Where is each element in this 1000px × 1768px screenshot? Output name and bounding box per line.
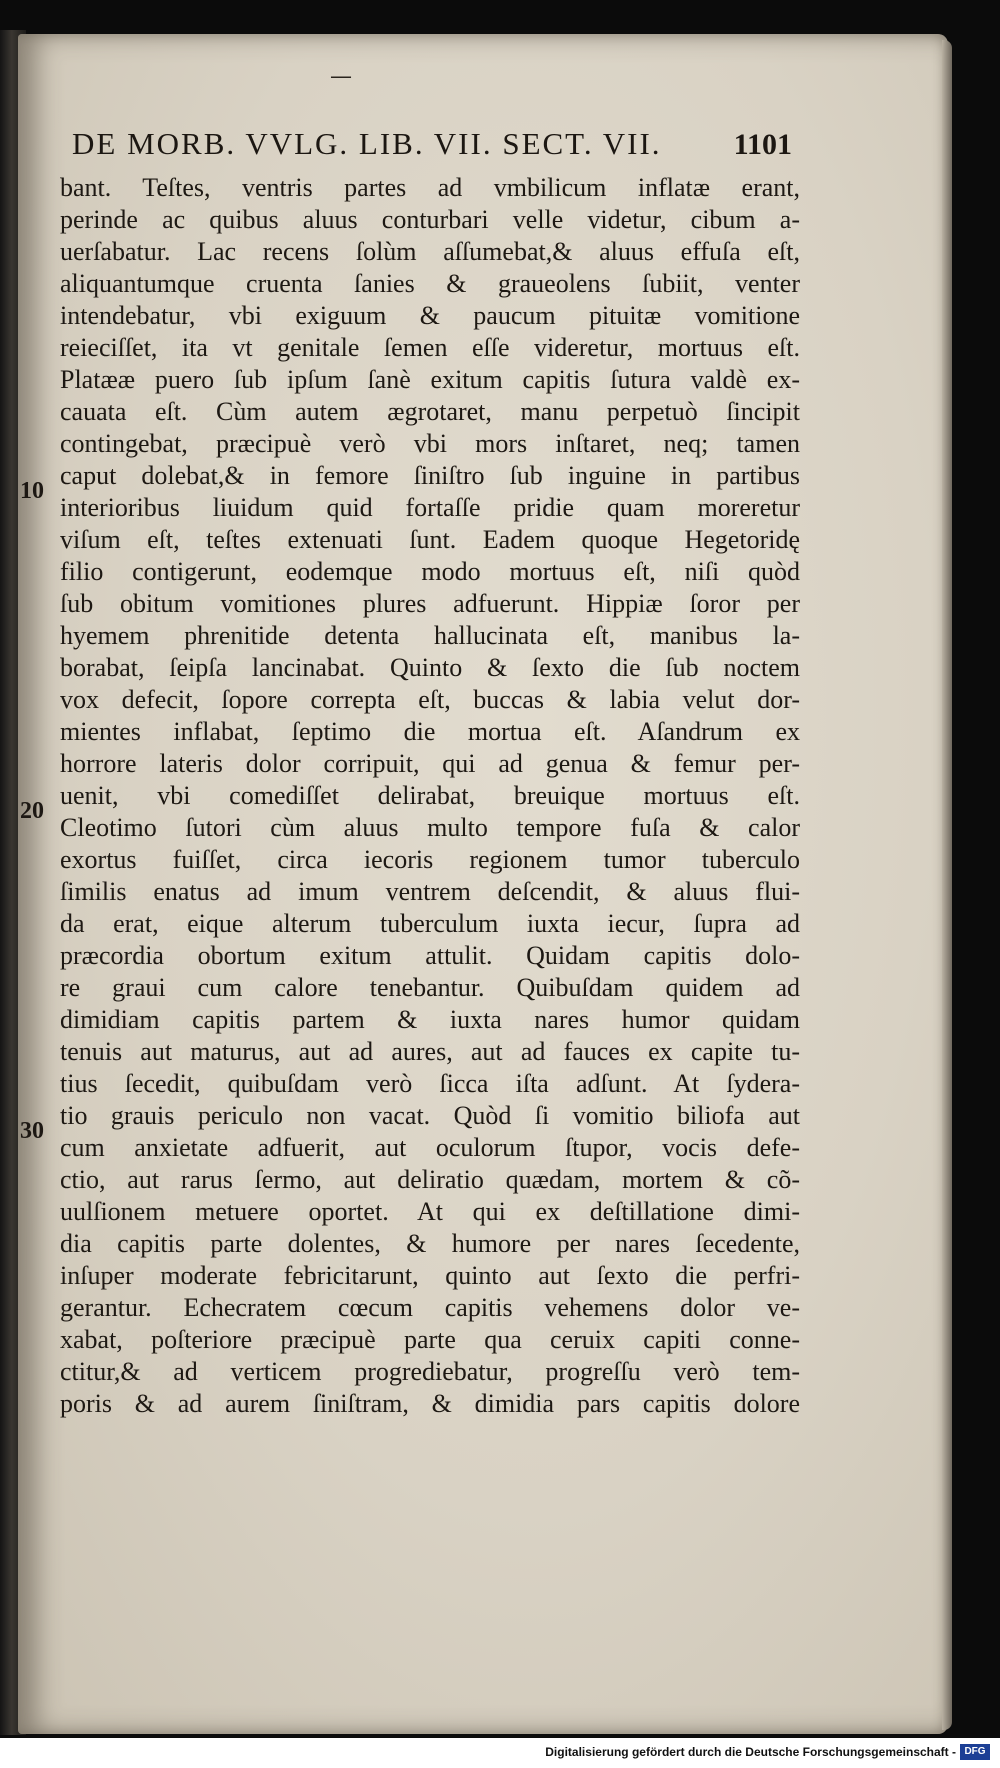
- text-line: inſuper moderate febricitarunt, quinto aut ſexto die perfri-: [60, 1261, 800, 1290]
- text-line: ſub obitum vomitiones plures adfuerunt. Hippiæ ſoror per: [60, 589, 800, 618]
- text-line: vox defecit, ſopore correpta eſt, buccas & labia velut dor-: [60, 685, 800, 714]
- text-line: ctio, aut rarus ſermo, aut deliratio quædam, mortem & cõ-: [60, 1165, 800, 1194]
- text-line: horrore lateris dolor corripuit, qui ad genua & femur per-: [60, 749, 800, 778]
- text-line: cauata eſt. Cùm autem ægrotaret, manu perpetuò ſincipit: [60, 397, 800, 426]
- page-edge: [942, 40, 952, 1730]
- text-line: Platææ puero ſub ipſum ſanè exitum capitis ſutura valdè ex-: [60, 365, 800, 394]
- text-line: perinde ac quibus aluus conturbari velle videtur, cibum a-: [60, 205, 800, 234]
- text-line: intendebatur, vbi exiguum & paucum pituitæ vomitione: [60, 301, 800, 330]
- text-line: viſum eſt, teſtes extenuati ſunt. Eadem quoque Hegetoridę: [60, 525, 800, 554]
- text-line: re graui cum calore tenebantur. Quibuſdam quidem ad: [60, 973, 800, 1002]
- text-line: dia capitis parte dolentes, & humore per nares ſecedente,: [60, 1229, 800, 1258]
- text-line: tenuis aut maturus, aut ad aures, aut ad fauces ex capite tu-: [60, 1037, 800, 1066]
- text-line: caput dolebat,& in femore ſiniſtro ſub inguine in partibus: [60, 461, 800, 490]
- text-line: mientes inflabat, ſeptimo die mortua eſt. Aſandrum ex: [60, 717, 800, 746]
- text-line: da erat, eique alterum tuberculum iuxta iecur, ſupra ad: [60, 909, 800, 938]
- running-title: DE MORB. VVLG. LIB. VII. SECT. VII.: [72, 126, 662, 161]
- text-line: uulſionem metuere oportet. At qui ex deſtillatione dimi-: [60, 1197, 800, 1226]
- text-line: uerſabatur. Lac recens ſolùm aſſumebat,& aluus effuſa eſt,: [60, 237, 800, 266]
- text-line: hyemem phrenitide detenta hallucinata eſt, manibus la-: [60, 621, 800, 650]
- page-number: 1101: [733, 128, 792, 161]
- text-line: ſimilis enatus ad imum ventrem deſcendit, & aluus flui-: [60, 877, 800, 906]
- text-line: bant. Teſtes, ventris partes ad vmbilicum inflatæ erant,: [60, 173, 800, 202]
- text-line: tio grauis periculo non vacat. Quòd ſi vomitio biliofa aut: [60, 1101, 800, 1130]
- top-mark: —: [330, 64, 352, 89]
- dfg-logo: DFG: [960, 1744, 990, 1760]
- digitization-footer: [0, 1738, 1000, 1768]
- line-number-marker: 10: [20, 478, 44, 504]
- text-line: exortus fuiſſet, circa iecoris regionem tumor tuberculo: [60, 845, 800, 874]
- text-line: cum anxietate adfuerit, aut oculorum ſtupor, vocis defe-: [60, 1133, 800, 1162]
- text-line: borabat, ſeipſa lancinabat. Quinto & ſexto die ſub noctem: [60, 653, 800, 682]
- text-line: præcordia obortum exitum attulit. Quidam capitis dolo-: [60, 941, 800, 970]
- text-line: tius ſecedit, quibuſdam verò ſicca iſta adſunt. At ſydera-: [60, 1069, 800, 1098]
- text-line: poris & ad aurem ſiniſtram, & dimidia pars capitis dolore: [60, 1389, 800, 1418]
- text-line: reieciſſet, ita vt genitale ſemen eſſe videretur, mortuus eſt.: [60, 333, 800, 362]
- text-line: Cleotimo ſutori cùm aluus multo tempore fuſa & calor: [60, 813, 800, 842]
- text-line: filio contigerunt, eodemque modo mortuus eſt, niſi quòd: [60, 557, 800, 586]
- text-line: aliquantumque cruenta ſanies & graueolens ſubiit, venter: [60, 269, 800, 298]
- text-line: gerantur. Echecratem cœcum capitis vehemens dolor ve-: [60, 1293, 800, 1322]
- line-number-marker: 30: [20, 1118, 44, 1144]
- text-line: interioribus liuidum quid fortaſſe pridie quam moreretur: [60, 493, 800, 522]
- text-line: dimidiam capitis partem & iuxta nares humor quidam: [60, 1005, 800, 1034]
- text-line: uenit, vbi comediſſet delirabat, breuique mortuus eſt.: [60, 781, 800, 810]
- body-text: [60, 172, 800, 1420]
- funding-credit: Digitalisierung gefördert durch die Deutsche Forschungsgemeinschaft -: [545, 1745, 956, 1759]
- text-line: ctitur,& ad verticem progrediebatur, progreſſu verò tem-: [60, 1357, 800, 1386]
- page-header: [72, 126, 792, 162]
- text-line: xabat, poſteriore præcipuè parte qua ceruix capiti conne-: [60, 1325, 800, 1354]
- text-line: contingebat, præcipuè verò vbi mors inſtaret, neq; tamen: [60, 429, 800, 458]
- line-number-marker: 20: [20, 798, 44, 824]
